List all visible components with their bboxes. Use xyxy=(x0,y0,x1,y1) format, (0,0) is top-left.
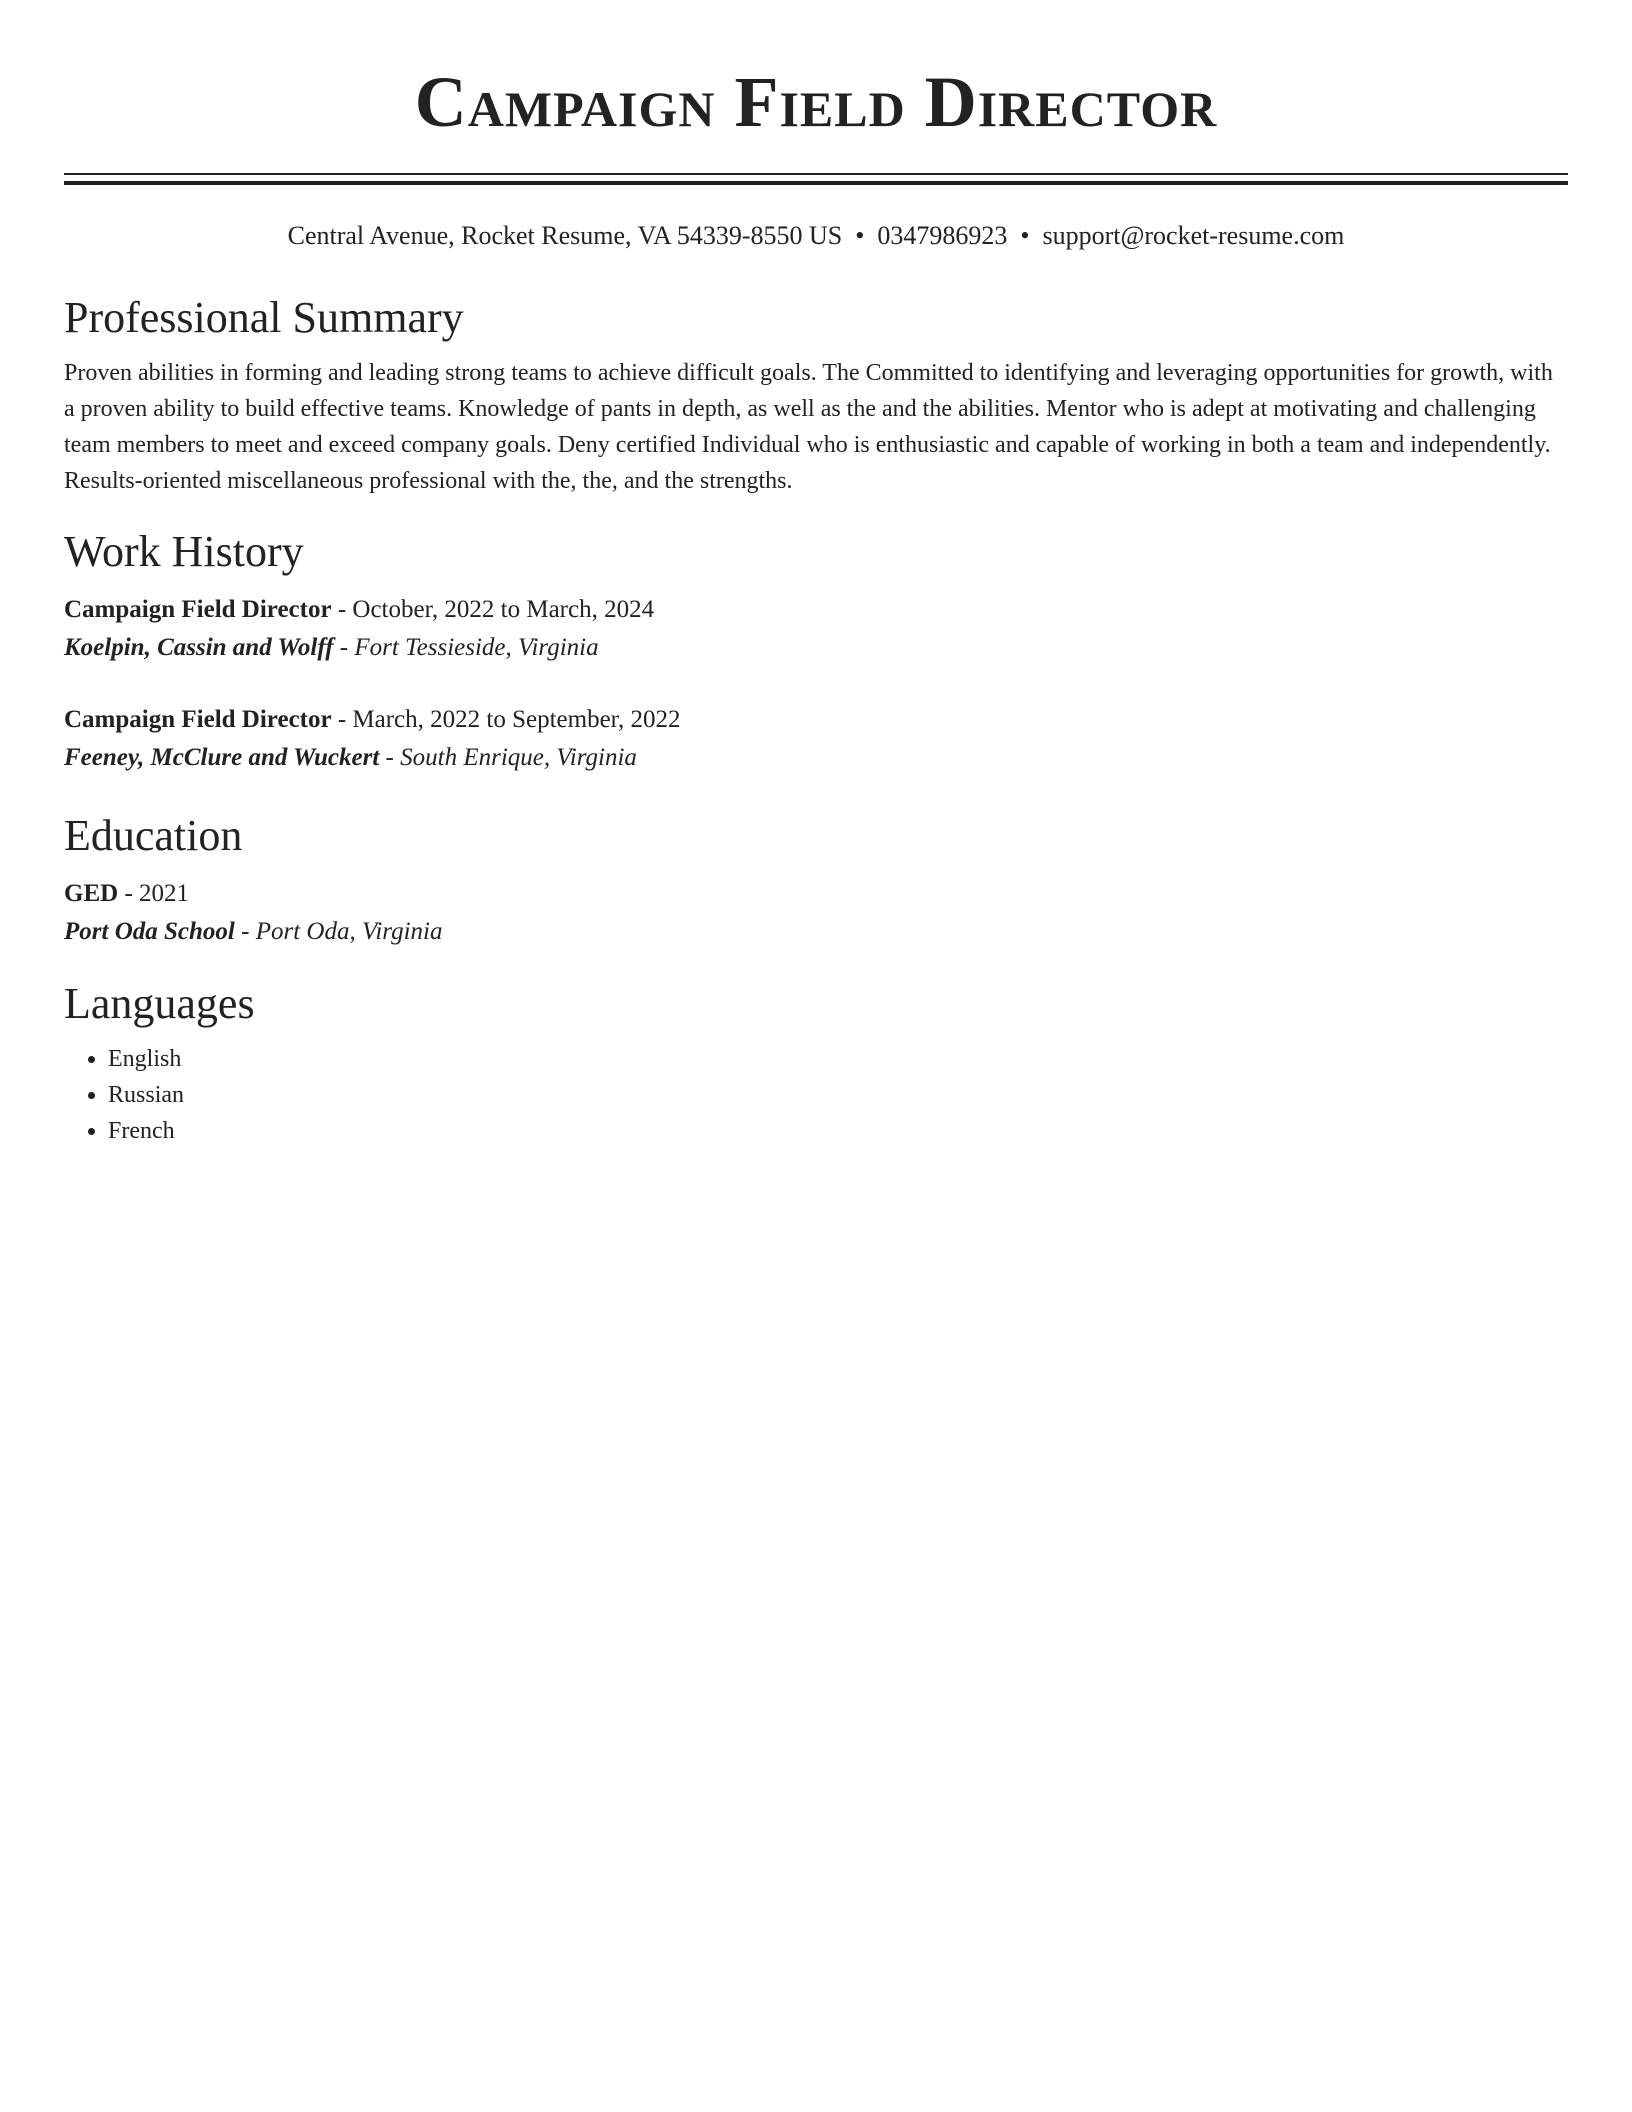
education-line2 xyxy=(64,913,1568,951)
school-name: Port Oda School xyxy=(64,918,235,945)
work-entry xyxy=(64,591,1568,667)
job-title: Campaign Field Director xyxy=(64,596,332,623)
contact-separator: • xyxy=(855,221,865,250)
dash: - xyxy=(333,634,355,661)
header-divider-thick xyxy=(64,181,1568,185)
education-line1 xyxy=(64,875,1568,913)
languages-heading: Languages xyxy=(64,979,255,1028)
contact-line xyxy=(64,219,1568,253)
graduation-year: 2021 xyxy=(139,880,190,907)
language-item: • French xyxy=(108,1113,1568,1149)
work-history-heading: Work History xyxy=(64,527,304,576)
work-entry-line1 xyxy=(64,701,1568,739)
languages-list xyxy=(64,1041,1568,1149)
work-entry-line2 xyxy=(64,739,1568,777)
work-entry-line2 xyxy=(64,629,1568,667)
job-dates: October, 2022 to March, 2024 xyxy=(352,596,655,623)
education-heading: Education xyxy=(64,811,243,860)
work-entry-line1 xyxy=(64,591,1568,629)
school-location: Port Oda, Virginia xyxy=(255,918,443,945)
company-name: Koelpin, Cassin and Wolff xyxy=(64,634,334,661)
company-name: Feeney, McClure and Wuckert xyxy=(64,744,380,771)
resume-name-title: Campaign Field Director xyxy=(414,62,1218,142)
language-item: • English xyxy=(108,1041,1568,1077)
contact-phone: 0347986923 xyxy=(877,221,1008,250)
dash: - xyxy=(331,706,353,733)
work-entry xyxy=(64,701,1568,777)
dash: - xyxy=(234,918,256,945)
summary-text: Proven abilities in forming and leading strong teams to achieve difficult goals. The Committed to identifying and leveraging opportunities for growth, with a proven ability to build effective teams. Knowledge of pants in depth, as well as the and the abilities. Mentor who is adept at motivating and challenging team members to meet and exceed company goals. Deny certified Individual who is enthusiastic and capable of working in both a team and independently. Results-oriented miscellaneous professional with the, the, and the strengths. xyxy=(64,360,1553,494)
degree: GED xyxy=(64,880,119,907)
dash: - xyxy=(331,596,353,623)
job-location: Fort Tessieside, Virginia xyxy=(354,634,599,661)
dash: - xyxy=(379,744,401,771)
education-entry xyxy=(64,875,1568,951)
language-item: • Russian xyxy=(108,1077,1568,1113)
contact-separator: • xyxy=(1020,221,1030,250)
dash: - xyxy=(118,880,140,907)
summary-heading: Professional Summary xyxy=(64,293,464,342)
contact-address: Central Avenue, Rocket Resume, VA 54339-8550 US xyxy=(287,221,843,250)
header-divider-thin xyxy=(64,173,1568,175)
job-location: South Enrique, Virginia xyxy=(400,744,637,771)
job-dates: March, 2022 to September, 2022 xyxy=(352,706,681,733)
job-title: Campaign Field Director xyxy=(64,706,332,733)
contact-email: support@rocket-resume.com xyxy=(1042,221,1345,250)
